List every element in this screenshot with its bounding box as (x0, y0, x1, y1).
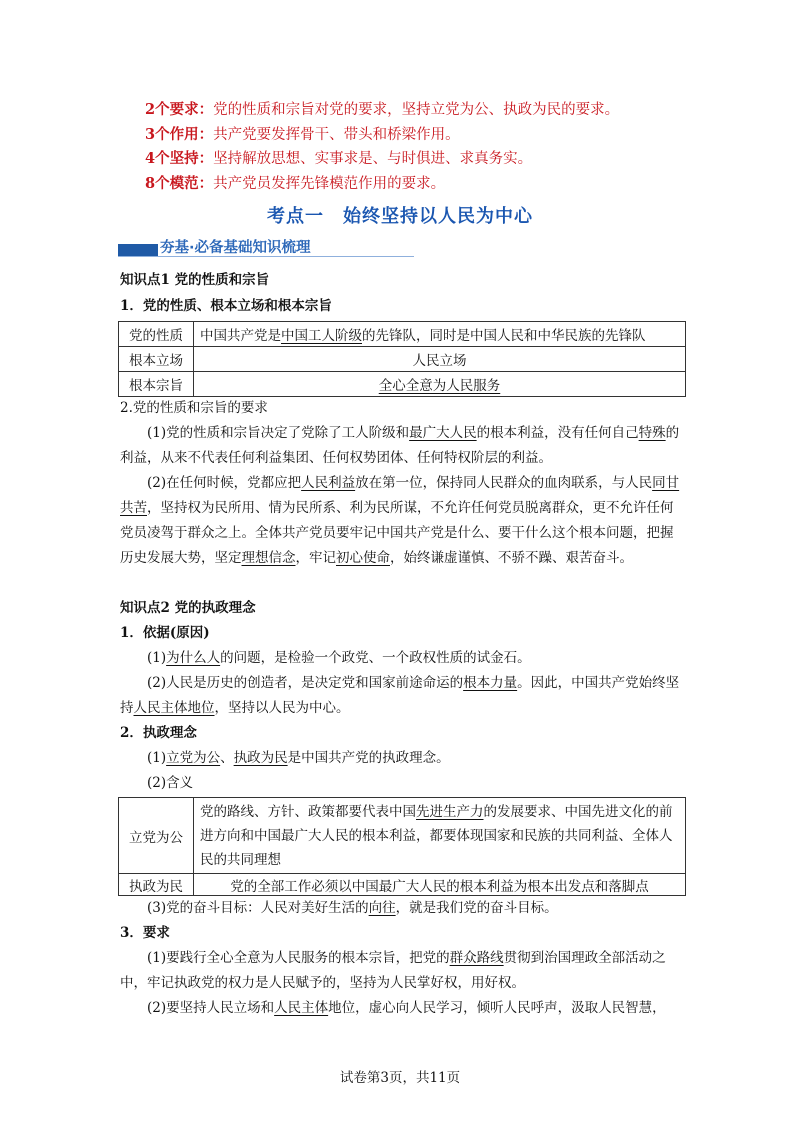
section-banner (118, 234, 414, 260)
table-label: 党的性质 (119, 322, 194, 347)
table-row (119, 798, 686, 874)
paragraph: (2)要坚持人民立场和人民主体地位，虚心向人民学习，倾听人民呼声，汲取人民智慧， (147, 1000, 666, 1016)
table-cell: 中国共产党是中国工人阶级的先锋队，同时是中国人民和中华民族的先锋队 (194, 322, 686, 347)
summary-line: 4个坚持：坚持解放思想、实事求是、与时俱进、求真务实。 (145, 150, 533, 167)
subheading: 3．要求 (120, 925, 170, 941)
paragraph: (3)党的奋斗目标：人民对美好生活的向往，就是我们党的奋斗目标。 (147, 900, 558, 916)
table-row (119, 347, 686, 372)
knowledge-point-2-title: 知识点2 党的执政理念 (120, 600, 256, 616)
summary-line: 2个要求：党的性质和宗旨对党的要求，坚持立党为公、执政为民的要求。 (145, 101, 620, 118)
subheading: 1．党的性质、根本立场和根本宗旨 (120, 298, 332, 314)
paragraph: (2)在任何时候，党都应把人民利益放在第一位，保持同人民群众的血肉联系，与人民同甘共苦，坚持权为民所用、情为民所系、利为民所谋，不允许任何党员脱离群众，更不允许任何党员凌驾于群众之上。全体共产党员要牢记中国共产党是什么、要干什么这个根本问题，把握历史发展大势，坚定理想信念，牢记初心使命，始终谦虚谨慎、不骄不躁、艰苦奋斗。 (120, 475, 680, 566)
table-cell: 党的全部工作必须以中国最广大人民的根本利益为根本出发点和落脚点 (194, 874, 686, 896)
banner-underline (118, 256, 414, 257)
paragraph: (1)党的性质和宗旨决定了党除了工人阶级和最广大人民的根本利益，没有任何自己特殊的利益，从来不代表任何利益集团、任何权势团体、任何特权阶层的利益。 (120, 425, 680, 466)
table-row (119, 874, 686, 896)
table-label: 立党为公 (119, 798, 194, 874)
paragraph: (1)立党为公、执政为民是中国共产党的执政理念。 (147, 750, 450, 766)
table-cell: 党的路线、方针、政策都要代表中国先进生产力的发展要求、中国先进文化的前进方向和中国最广大人民的根本利益，都要体现国家和民族的共同利益、全体人民的共同理想 (194, 798, 686, 874)
banner-bar (118, 244, 158, 256)
paragraph: (2)含义 (147, 775, 194, 791)
table-label: 执政为民 (119, 874, 194, 896)
table-cell: 全心全意为人民服务 (194, 372, 686, 397)
summary-line: 8个模范：共产党员发挥先锋模范作用的要求。 (145, 174, 446, 192)
subheading: 2．执政理念 (120, 725, 197, 741)
knowledge-point-1-title: 知识点1 党的性质和宗旨 (120, 272, 270, 288)
table-row (119, 322, 686, 347)
table-cell: 人民立场 (194, 347, 686, 372)
section-title: 考点一 始终坚持以人民为中心 (267, 206, 533, 227)
paragraph: (1)为什么人的问题，是检验一个政党、一个政权性质的试金石。 (147, 650, 531, 666)
summary-line: 3个作用：共产党要发挥骨干、带头和桥梁作用。 (145, 125, 460, 143)
paragraph: (1)要践行全心全意为人民服务的根本宗旨，把党的群众路线贯彻到治国理政全部活动之中，牢记执政党的权力是人民赋予的，坚持为人民掌好权，用好权。 (120, 950, 666, 991)
page-footer: 试卷第3页，共11页 (339, 1070, 461, 1086)
subheading: 1．依据(原因) (120, 625, 210, 641)
subheading: 2.党的性质和宗旨的要求 (120, 400, 268, 416)
nature-table (118, 321, 686, 397)
banner-text: 夯基·必备基础知识梳理 (160, 240, 311, 256)
table-label: 根本宗旨 (119, 372, 194, 397)
summary-block (145, 98, 705, 196)
meaning-table (118, 797, 686, 896)
paragraph: (2)人民是历史的创造者，是决定党和国家前途命运的根本力量。因此，中国共产党始终坚持人民主体地位，坚持以人民为中心。 (120, 675, 680, 716)
table-label: 根本立场 (119, 347, 194, 372)
table-row (119, 372, 686, 397)
